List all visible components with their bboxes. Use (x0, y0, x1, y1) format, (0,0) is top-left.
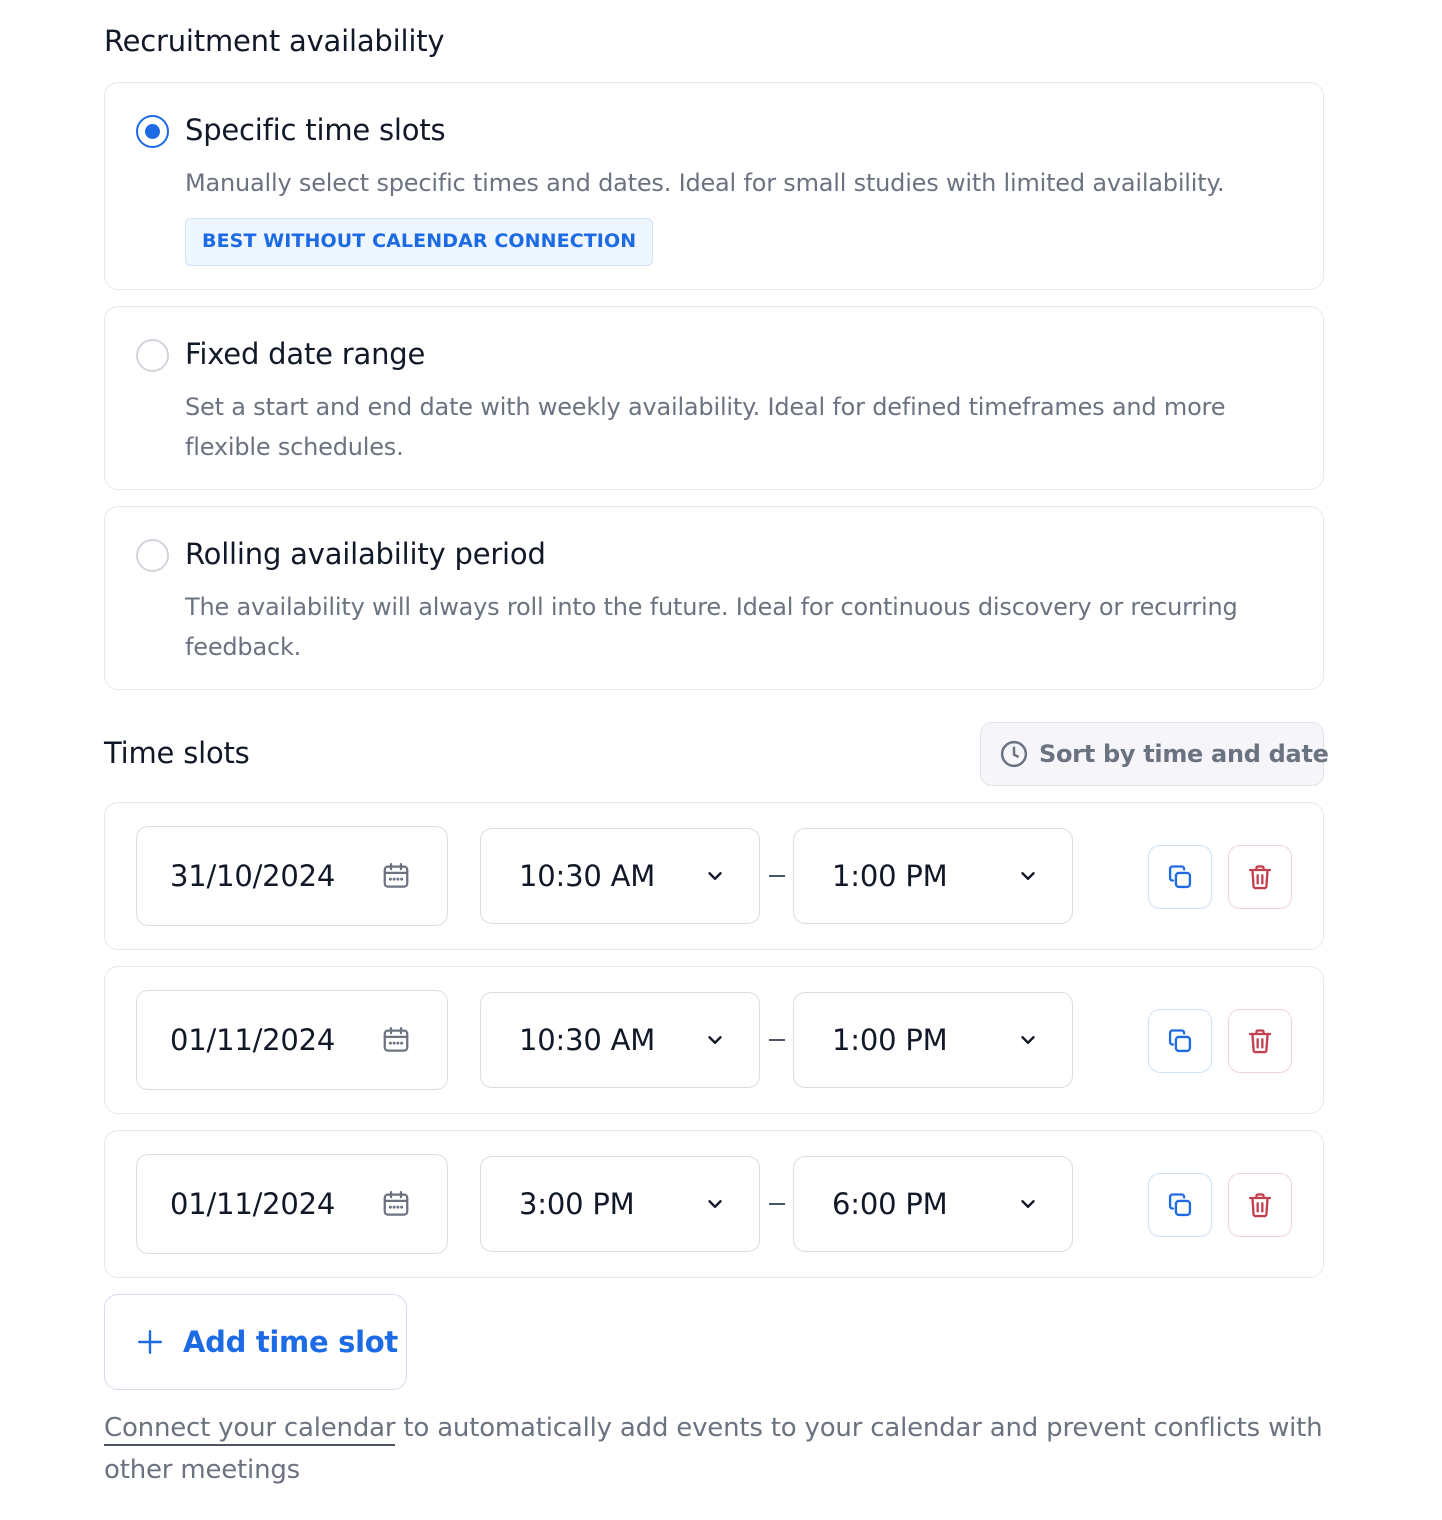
option-title: Rolling availability period (185, 537, 546, 571)
duplicate-slot-button[interactable] (1148, 1173, 1212, 1237)
range-separator (769, 875, 785, 877)
time-slots-title: Time slots (104, 736, 250, 770)
date-field[interactable] (136, 1154, 448, 1254)
start-time-select[interactable] (480, 992, 760, 1088)
end-time-value: 1:00 PM (832, 1023, 948, 1057)
start-time-value: 10:30 AM (519, 859, 656, 893)
chevron-down-icon (1017, 1193, 1039, 1215)
chevron-down-icon (1017, 865, 1039, 887)
chevron-down-icon (704, 1193, 726, 1215)
option-fixed-date-range[interactable] (104, 306, 1324, 490)
add-time-slot-button[interactable] (104, 1294, 407, 1390)
end-time-value: 6:00 PM (832, 1187, 948, 1221)
end-time-select[interactable] (793, 992, 1073, 1088)
date-field[interactable] (136, 826, 448, 926)
date-value: 31/10/2024 (170, 859, 336, 893)
plus-icon (137, 1329, 163, 1355)
calendar-icon (381, 861, 411, 891)
option-specific-time-slots[interactable] (104, 82, 1324, 290)
delete-slot-button[interactable] (1228, 1009, 1292, 1073)
date-value: 01/11/2024 (170, 1023, 336, 1057)
date-field[interactable] (136, 990, 448, 1090)
radio-specific-time-slots[interactable] (136, 115, 169, 148)
range-separator (769, 1203, 785, 1205)
option-description: Set a start and end date with weekly availability. Ideal for defined timeframes and more flexible schedules. (185, 393, 1226, 461)
date-value: 01/11/2024 (170, 1187, 336, 1221)
radio-fixed-date-range[interactable] (136, 339, 169, 372)
range-separator (769, 1039, 785, 1041)
delete-slot-button[interactable] (1228, 1173, 1292, 1237)
chevron-down-icon (704, 865, 726, 887)
end-time-select[interactable] (793, 828, 1073, 924)
time-slot-row (104, 802, 1324, 950)
end-time-value: 1:00 PM (832, 859, 948, 893)
option-title: Specific time slots (185, 113, 446, 147)
copy-icon (1166, 1191, 1194, 1219)
connect-calendar-link[interactable]: Connect your calendar (104, 1413, 395, 1446)
option-rolling-availability[interactable] (104, 506, 1324, 690)
option-title: Fixed date range (185, 337, 426, 371)
recruitment-availability-title: Recruitment availability (104, 24, 445, 58)
sort-by-time-button[interactable] (980, 722, 1329, 786)
trash-icon (1246, 1027, 1274, 1055)
start-time-value: 10:30 AM (519, 1023, 656, 1057)
calendar-connect-note (104, 1407, 1324, 1491)
start-time-select[interactable] (480, 1156, 760, 1252)
best-without-calendar-badge: BEST WITHOUT CALENDAR CONNECTION (185, 218, 653, 266)
start-time-value: 3:00 PM (519, 1187, 635, 1221)
radio-rolling-availability[interactable] (136, 539, 169, 572)
start-time-select[interactable] (480, 828, 760, 924)
delete-slot-button[interactable] (1228, 845, 1292, 909)
option-description: The availability will always roll into the future. Ideal for continuous discovery or recurring feedback. (185, 593, 1238, 661)
time-slot-row (104, 966, 1324, 1114)
end-time-select[interactable] (793, 1156, 1073, 1252)
calendar-icon (381, 1025, 411, 1055)
sort-button-label: Sort by time and date (1039, 740, 1329, 768)
calendar-icon (381, 1189, 411, 1219)
calendar-connect-text: to automatically add events to your calendar and prevent conflicts with other meetings (104, 1413, 1323, 1485)
trash-icon (1246, 1191, 1274, 1219)
option-description: Manually select specific times and dates. Ideal for small studies with limited availability. (185, 169, 1225, 197)
add-time-slot-label: Add time slot (183, 1325, 398, 1359)
clock-icon (999, 739, 1029, 769)
trash-icon (1246, 863, 1274, 891)
chevron-down-icon (1017, 1029, 1039, 1051)
duplicate-slot-button[interactable] (1148, 845, 1212, 909)
copy-icon (1166, 1027, 1194, 1055)
chevron-down-icon (704, 1029, 726, 1051)
time-slot-row (104, 1130, 1324, 1278)
duplicate-slot-button[interactable] (1148, 1009, 1212, 1073)
copy-icon (1166, 863, 1194, 891)
